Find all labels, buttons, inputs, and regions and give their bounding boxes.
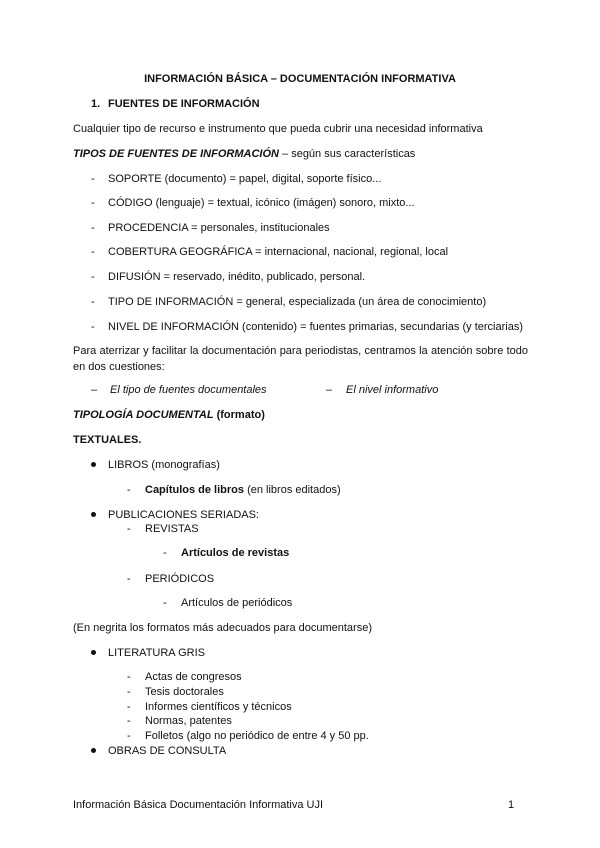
- section-number: 1.: [91, 98, 101, 110]
- footer-text: Información Básica Documentación Informativa UJI: [73, 799, 324, 811]
- list-dash: -: [127, 484, 131, 496]
- tipos-heading-suffix: – según sus características: [278, 148, 416, 160]
- list-dash: -: [91, 296, 95, 308]
- tipos-heading-label: TIPOS DE FUENTES DE INFORMACIÓN: [73, 148, 279, 160]
- point-dash: –: [91, 384, 98, 396]
- literatura-item: Folletos (algo no periódico de entre 4 y 50 pp.: [145, 730, 369, 742]
- point-nivel: El nivel informativo: [346, 384, 439, 396]
- literatura-item: Normas, patentes: [145, 715, 232, 727]
- list-dash: -: [91, 246, 95, 258]
- articulos-revistas-item: Artículos de revistas: [181, 547, 290, 559]
- page-number: 1: [508, 799, 515, 811]
- articulos-periodicos-item: Artículos de periódicos: [181, 597, 293, 609]
- list-dash: -: [127, 715, 131, 727]
- tipos-heading: [73, 147, 415, 161]
- literatura-item: Actas de congresos: [145, 671, 242, 683]
- list-dash: -: [163, 547, 167, 559]
- aterrizar-paragraph: Para aterrizar y facilitar la documentación para periodistas, centramos la atención sobre todo en dos cuestiones:: [73, 345, 528, 373]
- section-heading: FUENTES DE INFORMACIÓN: [108, 98, 260, 110]
- list-item: PROCEDENCIA = personales, institucionales: [108, 222, 330, 234]
- list-dash: -: [163, 597, 167, 609]
- tipologia-label: TIPOLOGÍA DOCUMENTAL: [73, 409, 214, 421]
- list-dash: -: [127, 523, 131, 535]
- list-item: SOPORTE (documento) = papel, digital, soporte físico...: [108, 173, 382, 185]
- textuales-heading: TEXTUALES.: [73, 434, 142, 446]
- document-title: INFORMACIÓN BÁSICA – DOCUMENTACIÓN INFORMATIVA: [144, 73, 456, 85]
- list-dash: -: [127, 701, 131, 713]
- point-dash: –: [326, 384, 333, 396]
- list-item: NIVEL DE INFORMACIÓN (contenido) = fuentes primarias, secundarias (y terciarias): [108, 321, 523, 333]
- revistas-item: REVISTAS: [145, 523, 199, 535]
- list-dash: -: [127, 686, 131, 698]
- capitulos-rest: (en libros editados): [244, 484, 341, 496]
- list-item: CÓDIGO (lenguaje) = textual, icónico (imágen) sonoro, mixto...: [108, 197, 415, 209]
- point-fuentes: El tipo de fuentes documentales: [110, 384, 267, 396]
- libros-item: LIBROS (monografías): [108, 459, 220, 471]
- literatura-item: Informes científicos y técnicos: [145, 701, 292, 713]
- list-dash: -: [91, 197, 95, 209]
- list-dash: -: [127, 671, 131, 683]
- tipologia-heading: [73, 408, 265, 422]
- intro-text: Cualquier tipo de recurso e instrumento que pueda cubrir una necesidad informativa: [73, 123, 483, 135]
- capitulos-item: [145, 483, 341, 497]
- bullet-icon: [91, 462, 96, 467]
- literatura-item: Tesis doctorales: [145, 686, 224, 698]
- capitulos-bold: Capítulos de libros: [145, 484, 245, 496]
- list-dash: -: [91, 222, 95, 234]
- list-dash: -: [91, 271, 95, 283]
- list-dash: -: [91, 321, 95, 333]
- list-item: COBERTURA GEOGRÁFICA = internacional, nacional, regional, local: [108, 246, 449, 258]
- list-dash: -: [127, 730, 131, 742]
- bullet-icon: [91, 512, 96, 517]
- list-item: TIPO DE INFORMACIÓN = general, especializada (un área de conocimiento): [108, 296, 487, 308]
- tipologia-suffix: (formato): [213, 409, 265, 421]
- negrita-note: (En negrita los formatos más adecuados para documentarse): [73, 622, 372, 634]
- list-dash: -: [127, 573, 131, 585]
- bullet-icon: [91, 650, 96, 655]
- obras-item: OBRAS DE CONSULTA: [108, 745, 227, 757]
- publicaciones-item: PUBLICACIONES SERIADAS:: [108, 509, 259, 521]
- bullet-icon: [91, 748, 96, 753]
- literatura-heading: LITERATURA GRIS: [108, 647, 205, 659]
- list-dash: -: [91, 173, 95, 185]
- list-item: DIFUSIÓN = reservado, inédito, publicado, personal.: [108, 271, 366, 283]
- periodicos-item: PERIÓDICOS: [145, 573, 215, 585]
